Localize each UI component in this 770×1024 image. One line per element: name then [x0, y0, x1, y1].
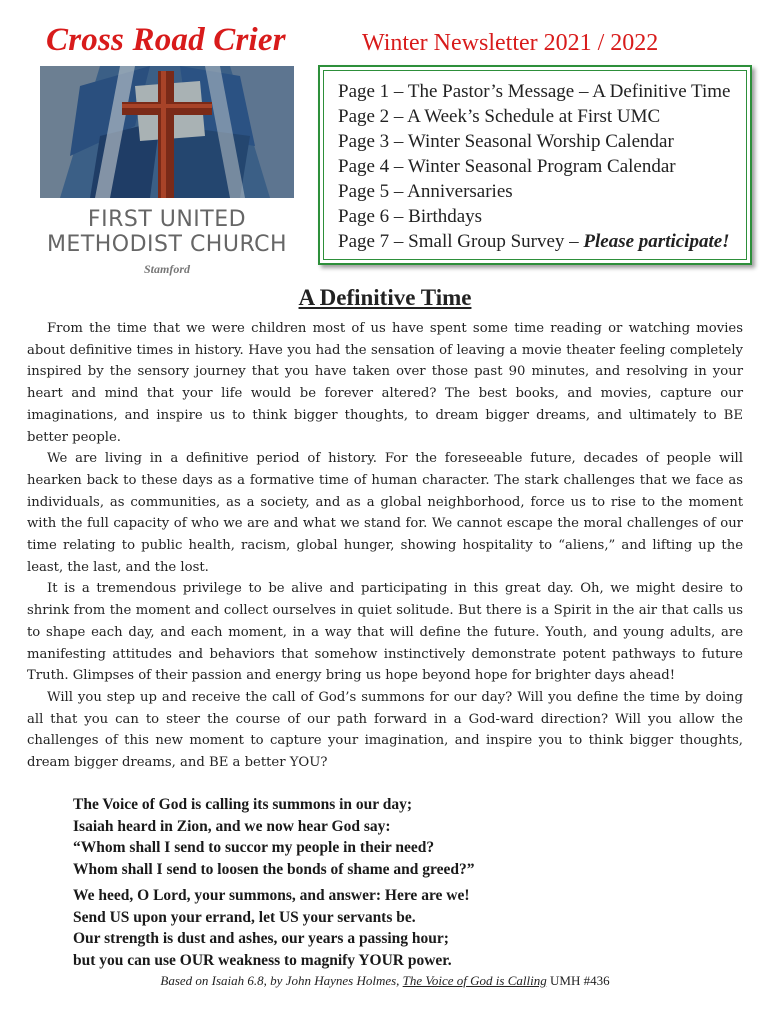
- church-city: Stamford: [143, 262, 190, 276]
- toc-item: Page 2 – A Week’s Schedule at First UMC: [338, 106, 661, 127]
- attribution-hymn-title: The Voice of God is Calling: [402, 973, 547, 988]
- article-paragraph: It is a tremendous privilege to be alive and participating in this great day. Oh, we might desire to shrink from the moment and collect ourselves in quiet solitude. But there is a Spirit in the air that calls us to shape each day, and each moment, in a way that will define the future. Youth, and young adults, are manifesting attitudes and behaviors that somehow instinctively demonstrate potent pathways to future Truth. Glimpses of their passion and energy bring us hope beyond hope for brighter days ahead!: [27, 581, 743, 684]
- article-paragraph: From the time that we were children most of us have spent some time reading or watching movies about definitive times in history. Have you had the sensation of leaving a movie theater feeling completely inspired by the sensory journey that you have taken over those past 90 minutes, and resolving in your heart and mind that your life would be forever altered? The best books, and movies, capture our imaginations, and inspire us to think bigger thoughts, to dream bigger dreams, and ultimately to BE better people.: [27, 321, 743, 445]
- toc-item: Page 5 – Anniversaries: [338, 181, 513, 202]
- church-name-line1: FIRST UNITED: [87, 207, 247, 232]
- cross-sanctuary-image: [40, 66, 294, 198]
- attribution-suffix: UMH #436: [546, 973, 610, 988]
- article-paragraph: We are living in a definitive period of history. For the foreseeable future, decades of people will hearken back to these days as a formative time of human character. The stark challenges that we face as individuals, as communities, as a society, and as a global neighborhood, force us to rise to the moment with the full capacity of who we are and what we stand for. We cannot escape the moral challenges of our time relating to public health, racism, global hunger, showing hospitality to “aliens,” and lifting up the least, the last, and the lost.: [27, 451, 743, 575]
- toc-item: Page 3 – Winter Seasonal Worship Calendar: [338, 131, 674, 152]
- table-of-contents: [318, 65, 752, 265]
- hymn-attribution: [0, 973, 770, 989]
- church-name-line2: METHODIST CHURCH: [46, 232, 288, 257]
- hymn-line: Whom shall I send to loosen the bonds of shame and greed?”: [73, 860, 475, 878]
- hymn-stanza-2: [73, 885, 713, 971]
- hymn-line: We heed, O Lord, your summons, and answer: Here are we!: [73, 887, 470, 904]
- toc-item: Page 4 – Winter Seasonal Program Calendar: [338, 156, 676, 177]
- hymn-line: but you can use OUR weakness to magnify YOUR power.: [73, 951, 452, 969]
- hymn-line: “Whom shall I send to succor my people in their need?: [73, 839, 435, 856]
- issue-title: Winter Newsletter 2021 / 2022: [362, 30, 659, 56]
- toc-emphasis: Please participate!: [583, 231, 730, 252]
- masthead-title: Cross Road Crier: [46, 22, 286, 58]
- article-title: A Definitive Time: [298, 285, 472, 310]
- toc-list: [338, 79, 730, 254]
- toc-item: Page 7 – Small Group Survey – Please participate!: [338, 231, 730, 252]
- article-body: [27, 318, 743, 774]
- hymn-line: Isaiah heard in Zion, and we now hear God say:: [73, 817, 391, 835]
- hymn-line: The Voice of God is calling its summons in our day;: [73, 796, 413, 813]
- hymn-line: Our strength is dust and ashes, our years a passing hour;: [73, 930, 449, 947]
- toc-item: Page 1 – The Pastor’s Message – A Definitive Time: [338, 81, 731, 102]
- hymn-line: Send US upon your errand, let US your servants be.: [73, 908, 416, 926]
- attribution-prefix: Based on Isaiah 6.8, by John Haynes Holmes,: [160, 973, 403, 988]
- toc-item: Page 6 – Birthdays: [338, 206, 483, 227]
- hymn-stanza-1: [73, 794, 713, 880]
- article-paragraph: Will you step up and receive the call of God’s summons for our day? Will you define the time by doing all that you can to steer the course of our path forward in a God-ward direction? Will you allow the challenges of this new moment to capture your imagination, and inspire you to think bigger thoughts, dream bigger dreams, and BE a better YOU?: [27, 689, 743, 771]
